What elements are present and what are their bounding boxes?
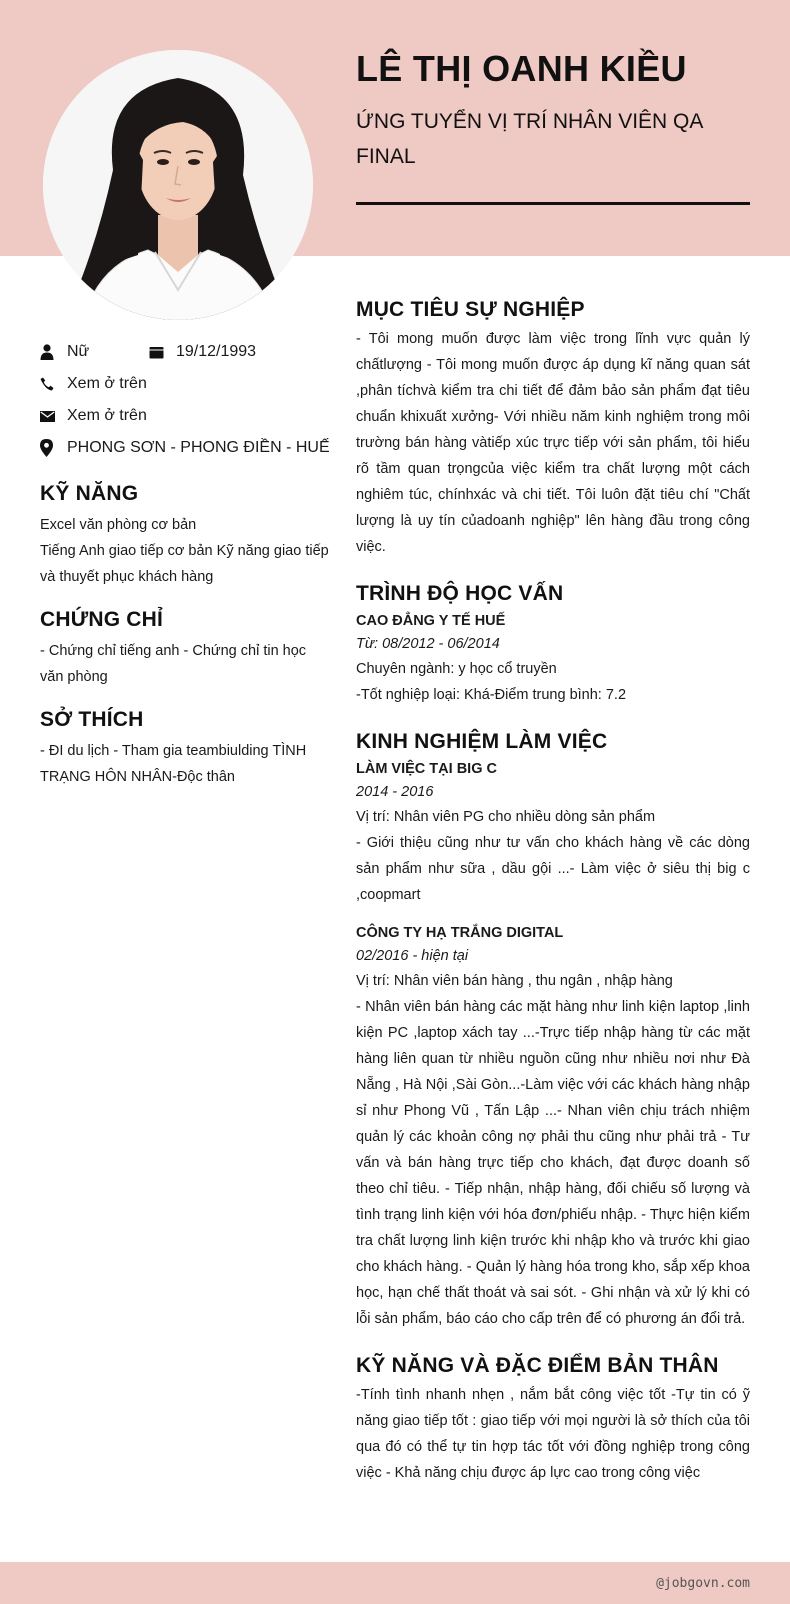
job-description: - Giới thiệu cũng như tư vấn cho khách hàng về các dòng sản phẩm như sữa , dầu gội ...- Làm việc ở siêu thị big c ,coopmart [356,835,750,903]
address-row [40,436,330,460]
job-entry [356,758,750,908]
traits-text: -Tính tình nhanh nhẹn , nắm bắt công việc tốt -Tự tin có ỹ năng giao tiếp tốt : giao tiếp với mọi người là sở thích của tôi qua đó có thể tự tin hợp tác tốt với đồng nghiệp trong công việc - Khả năng chịu được áp lực cao trong công việc [356,1387,750,1481]
education-heading: TRÌNH ĐỘ HỌC VẤN [356,582,564,605]
hobbies-text: - ĐI du lịch - Tham gia teambiulding TÌNH TRẠNG HÔN NHÂN-Độc thân [40,743,307,785]
hobbies-heading: SỞ THÍCH [40,708,144,731]
traits-heading: KỸ NĂNG VÀ ĐẶC ĐIỂM BẢN THÂN [356,1354,719,1377]
person-icon [40,340,67,364]
skills-heading: KỸ NĂNG [40,482,139,505]
objective-heading: MỤC TIÊU SỰ NGHIỆP [356,298,585,321]
job-role: Vị trí: Nhân viên bán hàng , thu ngân , nhập hàng [356,973,673,989]
footer-band [0,1562,790,1604]
education-dates: Từ: 08/2012 - 06/2014 [356,636,500,652]
left-column [40,340,330,790]
phone-icon [40,372,67,396]
skills-line-2: Tiếng Anh giao tiếp cơ bản Kỹ năng giao tiếp và thuyết phục khách hàng [40,543,329,585]
birthday-text: 19/12/1993 [176,343,257,360]
email-row [40,404,330,428]
job-company: CÔNG TY HẠ TRẮNG DIGITAL [356,925,564,941]
phone-text: Xem ở trên [67,375,147,392]
right-column [356,298,750,1486]
calendar-icon [149,340,176,364]
mail-icon [40,404,67,428]
job-role: Vị trí: Nhân viên PG cho nhiều dòng sản phẩm [356,809,656,825]
objective-text: - Tôi mong muốn được làm việc trong lĩnh vực quản lý chấtlượng - Tôi mong muốn được áp dụng kĩ năng quan sát ,phân tíchvà kiểm tra chi tiết để đảm bảo sản phẩm đạt tiêu chuẩn khixuất xưởng- Với nhiều năm kinh nghiệm trong môi trường bán hàng vàtiếp xúc trực tiếp với sản phẩm, tôi hiểu rõ tầm quan trọngcủa việc kiểm tra chất lượng một cách nghiêm túc, chínhxác và chi tiết. Tôi luôn đặt tiêu chí "Chất lượng là uy tín củadoanh nghiệp" lên hàng đầu trong công việc. [356,331,750,555]
job-entry [356,922,750,1332]
phone-row [40,372,330,396]
applied-position: ỨNG TUYỂN VỊ TRÍ NHÂN VIÊN QA FINAL [356,110,703,168]
footer-watermark: @jobgovn.com [656,1576,750,1591]
job-company: LÀM VIỆC TẠI BIG C [356,761,497,777]
certificates-heading: CHỨNG CHỈ [40,608,164,631]
gender-birthday-row [40,340,330,364]
email-text: Xem ở trên [67,407,147,424]
skills-line-1: Excel văn phòng cơ bản [40,517,197,533]
portrait-illustration [43,50,313,320]
experience-heading: KINH NGHIỆM LÀM VIỆC [356,730,608,753]
certificates-text: - Chứng chỉ tiếng anh - Chứng chỉ tin học văn phòng [40,643,307,685]
job-dates: 02/2016 - hiện tại [356,948,469,964]
profile-photo [43,50,313,320]
education-result: -Tốt nghiệp loại: Khá-Điểm trung bình: 7.2 [356,687,627,703]
candidate-name: LÊ THỊ OANH KIỀU [356,48,687,89]
title-divider [356,202,750,205]
education-major: Chuyên ngành: y học cổ truyền [356,661,557,677]
job-description: - Nhân viên bán hàng các mặt hàng như linh kiện laptop ,linh kiện PC ,laptop xách tay ...-Trực tiếp nhập hàng từ các mặt hàng liên quan từ nhiều nguồn cũng như nhiều nơi như Đà Nẵng , Hà Nội ,Sài Gòn...-Làm việc với các khách hàng nhập sỉ như Phong Vũ , Tấn Lập ...- Nhan viên chịu trách nhiệm quản lý các khoản công nợ phải thu cũng như phải trả - Tư vấn và bán hàng trực tiếp cho khách, đạt được doanh số theo chỉ tiêu. - Tiếp nhận, nhập hàng, đối chiếu số lượng và tình trạng linh kiện với hóa đơn/phiếu nhập. - Thực hiện kiểm tra chất lượng linh kiện trước khi nhập kho và trước khi giao cho khách hàng. - Quản lý hàng hóa trong kho, sắp xếp khoa học, hạn chế thất thoát và sai sót. - Ghi nhận và xử lý khi có lỗi sản phẩm, báo cáo cho cấp trên để có phương án đổi trả. [356,999,750,1327]
gender-text: Nữ [67,343,90,360]
school-name: CAO ĐẲNG Y TẾ HUẾ [356,613,506,629]
job-dates: 2014 - 2016 [356,784,434,800]
location-icon [40,436,67,460]
address-text: PHONG SƠN - PHONG ĐIỀN - HUẾ [67,439,330,456]
